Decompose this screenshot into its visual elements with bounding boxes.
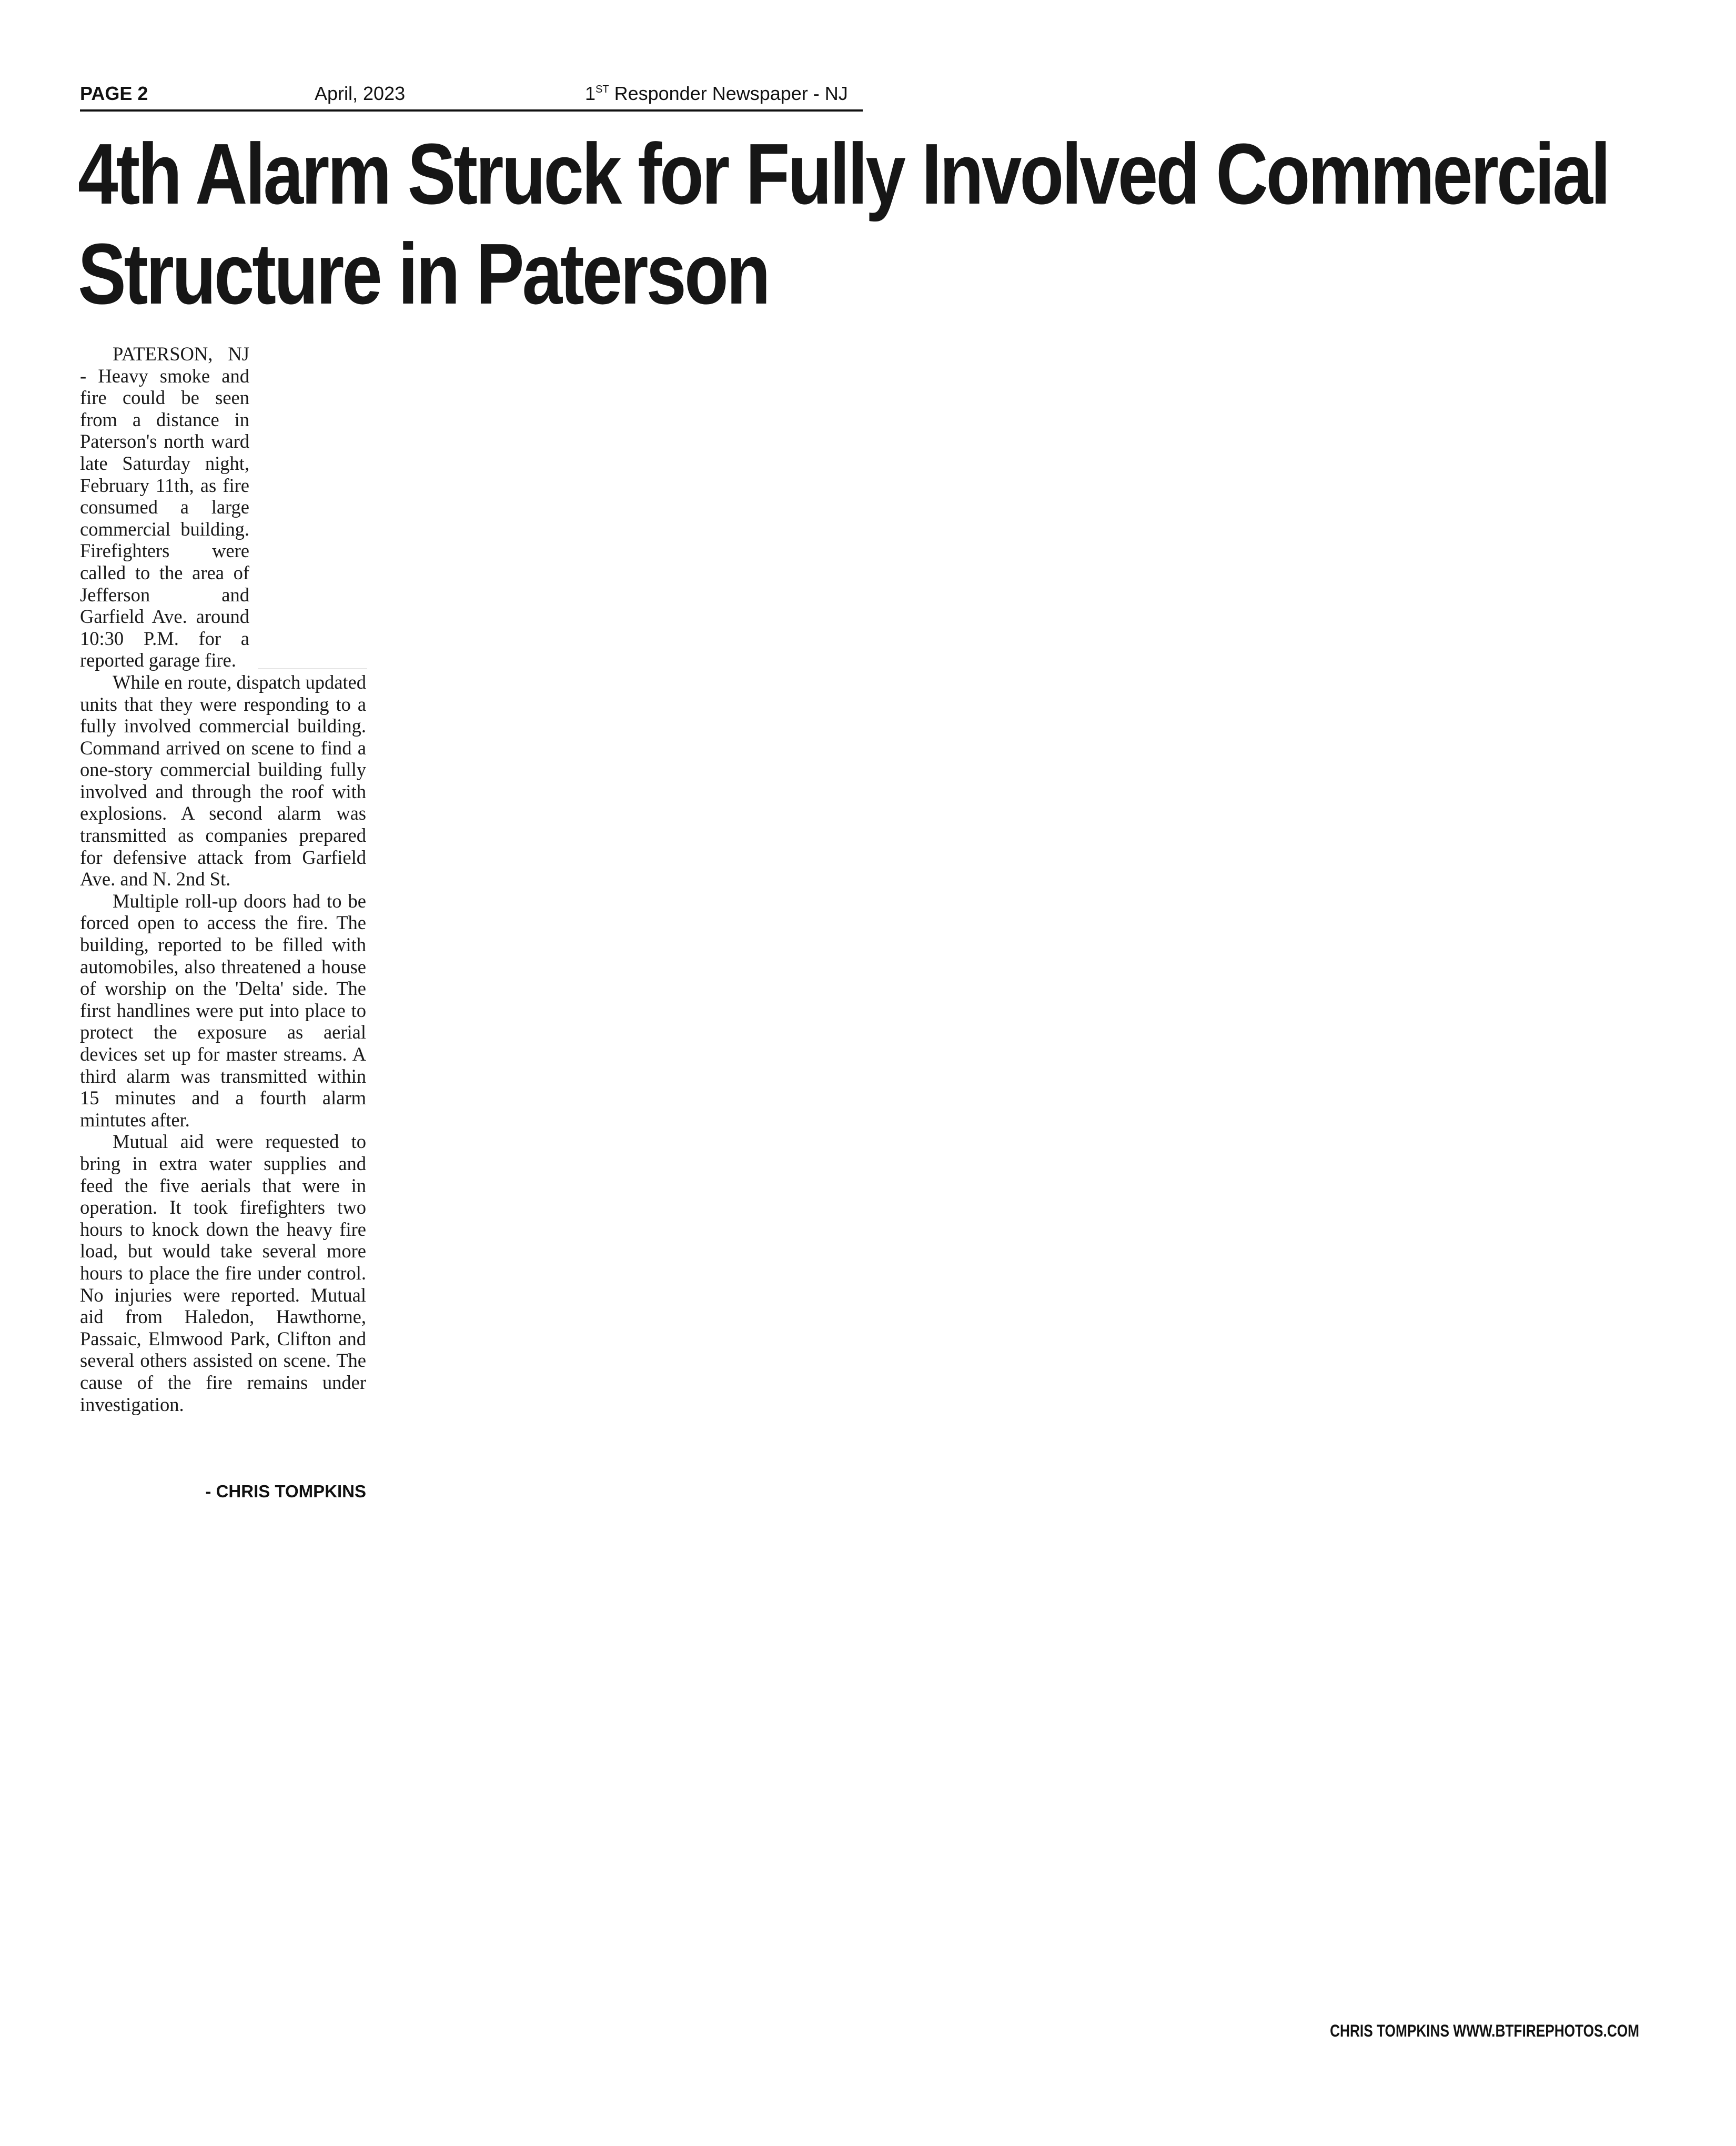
newspaper-name-rest: Responder Newspaper - NJ bbox=[609, 83, 848, 104]
article-paragraph: While en route, dispatch updated units that they were responding to a fully involved commercial building. Command arrived on scene to find a one-story commercial building fully involved and through the roof with explosions. A second alarm was transmitted as companies prepared for defensive attack from Garfield Ave. and N. 2nd St. bbox=[80, 671, 366, 890]
byline: - CHRIS TOMPKINS bbox=[205, 1482, 366, 1501]
page-number: PAGE 2 bbox=[80, 83, 148, 104]
masthead bbox=[80, 80, 863, 112]
article-paragraph: PATERSON, NJ - Heavy smoke and fire could be seen from a distance in Paterson's north ward late Saturday night, February 11th, as fire consumed a large commercial building. Firefighters were called to the area of Jefferson and Garfield Ave. around 10:30 P.M. for a reported garage fire. bbox=[80, 343, 249, 671]
article-body bbox=[80, 343, 366, 1415]
newspaper-name-superscript: ST bbox=[596, 84, 609, 95]
image-space bbox=[255, 343, 366, 661]
issue-date: April, 2023 bbox=[315, 83, 406, 104]
newspaper-name bbox=[585, 82, 848, 105]
headline-line-2: Structure in Paterson bbox=[78, 226, 769, 322]
newspaper-name-number: 1 bbox=[585, 83, 596, 104]
headline-line-1: 4th Alarm Struck for Fully Involved Commercial bbox=[78, 126, 1609, 222]
headline bbox=[78, 124, 1609, 324]
article-paragraph: Multiple roll-up doors had to be forced open to access the fire. The building, reported to be filled with automobiles, also threatened a house of worship on the 'Delta' side. The first handlines were put into place to protect the exposure as aerial devices set up for master streams. A third alarm was transmitted within 15 minutes and a fourth alarm mintutes after. bbox=[80, 890, 366, 1131]
divider bbox=[258, 668, 367, 669]
photo-credit: CHRIS TOMPKINS WWW.BTFIREPHOTOS.COM bbox=[1330, 2021, 1639, 2040]
article-paragraph: Mutual aid were requested to bring in extra water supplies and feed the five aerials that were in operation. It took firefighters two hours to knock down the heavy fire load, but would take several more hours to place the fire under control. No injuries were reported. Mutual aid from Haledon, Hawthorne, Passaic, Elmwood Park, Clifton and several others assisted on scene. The cause of the fire remains under investigation. bbox=[80, 1131, 366, 1415]
